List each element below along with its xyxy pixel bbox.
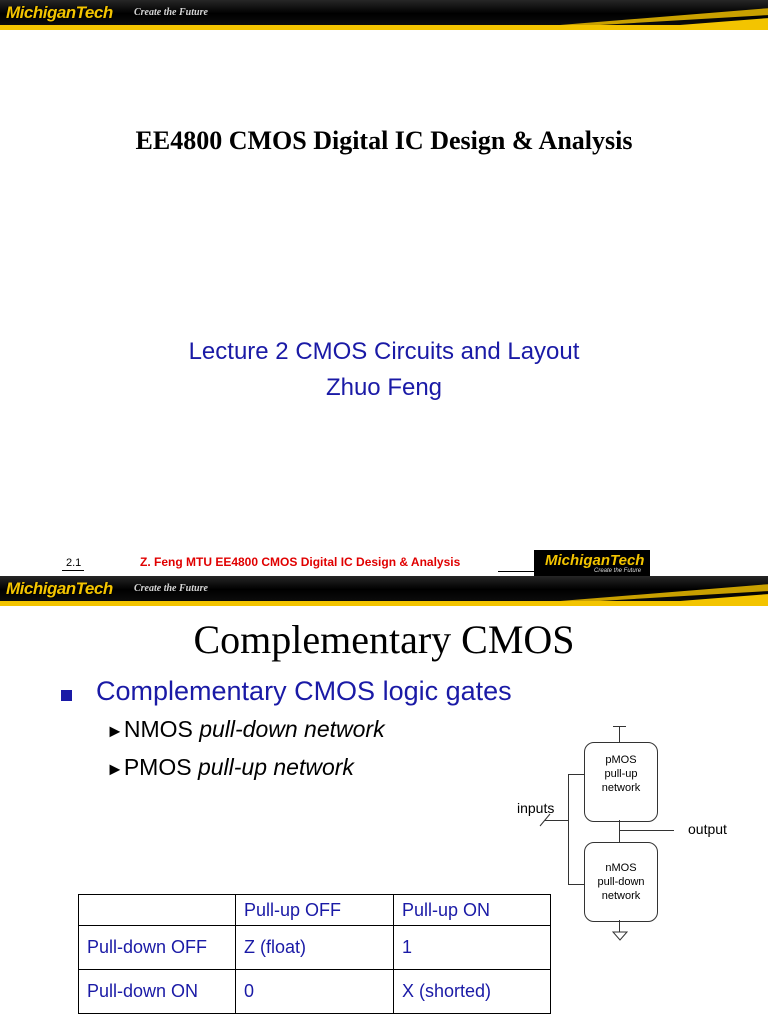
vdd-wire bbox=[619, 726, 620, 742]
bullet-text: Complementary CMOS logic gates bbox=[96, 676, 512, 706]
middle-wire bbox=[619, 820, 620, 842]
square-bullet-icon bbox=[61, 690, 72, 701]
output-wire bbox=[619, 830, 674, 831]
box-label: pull-down bbox=[597, 876, 645, 888]
page-number-underline bbox=[62, 570, 84, 571]
slide-title: Complementary CMOS bbox=[193, 617, 575, 662]
table-cell: Pull-up OFF bbox=[236, 895, 394, 926]
header-banner bbox=[0, 0, 768, 30]
michigan-tech-logo: MichiganTech bbox=[6, 579, 113, 598]
inputs-label: inputs bbox=[517, 800, 555, 816]
logo-tagline: Create the Future bbox=[134, 7, 208, 18]
table-cell: Pull-down ON bbox=[79, 970, 236, 1014]
vdd-symbol-icon bbox=[613, 726, 626, 727]
author-name: Zhuo Feng bbox=[325, 374, 443, 401]
nmos-pull-down-box bbox=[584, 842, 658, 922]
footer-text: Z. Feng MTU EE4800 CMOS Digital IC Design & Analysis bbox=[140, 555, 461, 569]
pull-network-table bbox=[78, 894, 551, 1014]
triangle-bullet-icon: ► bbox=[106, 721, 124, 741]
ground-icon bbox=[612, 931, 628, 941]
header-banner bbox=[0, 576, 768, 606]
table-cell bbox=[79, 895, 236, 926]
slide-2 bbox=[0, 576, 768, 1024]
box-label: nMOS bbox=[605, 862, 637, 874]
course-title: EE4800 CMOS Digital IC Design & Analysis bbox=[135, 126, 633, 155]
logo-tagline: Create the Future bbox=[134, 583, 208, 594]
table-cell: Pull-up ON bbox=[394, 895, 551, 926]
table-cell: Pull-down OFF bbox=[79, 926, 236, 970]
inputs-to-nmos bbox=[568, 884, 584, 885]
sub-bullet-italic: pull-down network bbox=[199, 716, 385, 742]
box-label: network bbox=[601, 890, 641, 902]
table-cell: 1 bbox=[394, 926, 551, 970]
footer-logo-tagline: Create the Future bbox=[594, 568, 642, 574]
page-number: 2.1 bbox=[66, 557, 82, 569]
table-row bbox=[79, 895, 551, 926]
table-cell: Z (float) bbox=[236, 926, 394, 970]
footer-divider bbox=[498, 571, 534, 572]
lecture-title: Lecture 2 CMOS Circuits and Layout bbox=[188, 338, 580, 365]
output-label: output bbox=[688, 821, 727, 837]
michigan-tech-logo: MichiganTech bbox=[6, 3, 113, 22]
table-row bbox=[79, 926, 551, 970]
footer-logo: MichiganTech bbox=[545, 552, 645, 569]
box-label: pMOS bbox=[605, 754, 637, 766]
triangle-bullet-icon: ► bbox=[106, 759, 124, 779]
inputs-to-pmos bbox=[568, 774, 584, 775]
sub-bullet-nmos bbox=[106, 716, 385, 743]
box-label: pull-up bbox=[604, 768, 638, 780]
table-row bbox=[79, 970, 551, 1014]
sub-bullet-prefix: PMOS bbox=[123, 754, 198, 780]
sub-bullet-prefix: NMOS bbox=[123, 716, 200, 742]
table-cell: 0 bbox=[236, 970, 394, 1014]
table-cell: X (shorted) bbox=[394, 970, 551, 1014]
pmos-pull-up-box bbox=[584, 742, 658, 822]
sub-bullet-italic: pull-up network bbox=[197, 754, 354, 780]
inputs-bus bbox=[568, 774, 569, 884]
sub-bullet-pmos bbox=[106, 754, 354, 781]
box-label: network bbox=[601, 782, 641, 794]
